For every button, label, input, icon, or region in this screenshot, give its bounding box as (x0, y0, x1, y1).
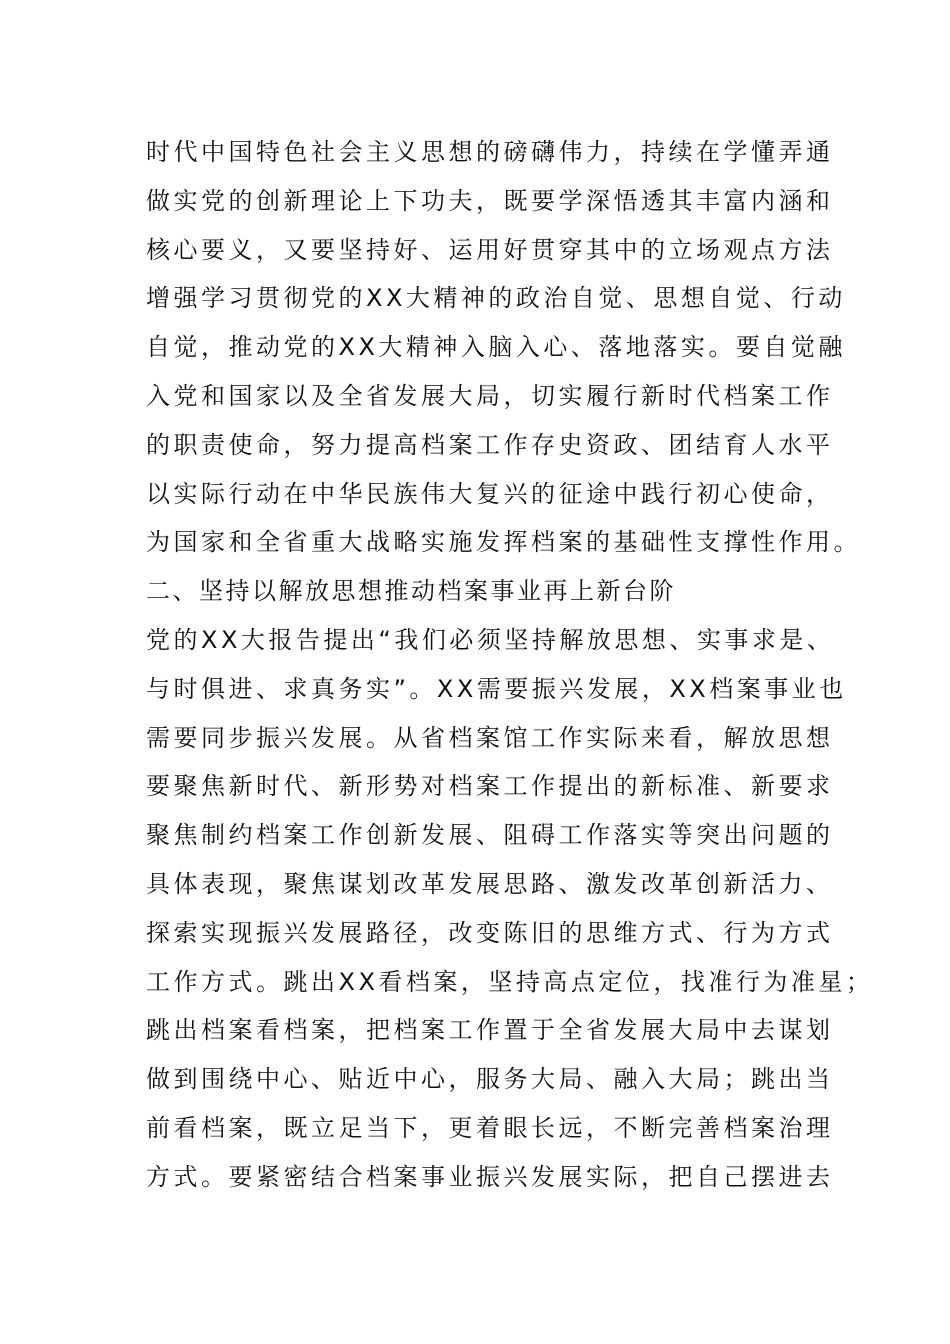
text-line: 与时俱进、求真务实”。XX需要振兴发展，XX档案事业也 (146, 674, 847, 703)
text-line: 做到围绕中心、贴近中心，服务大局、融入大局；跳出当 (146, 1065, 834, 1094)
section-heading: 二、坚持以解放思想推动档案事业再上新台阶 (146, 577, 676, 606)
text-line: 自觉，推动党的XX大精神入脑入心、落地落实。要自觉融 (146, 333, 846, 362)
text-line: 增强学习贯彻党的XX大精神的政治自觉、思想自觉、行动 (146, 284, 846, 313)
text-line: 时代中国特色社会主义思想的磅礴伟力，持续在学懂弄通 (146, 138, 834, 166)
text-line: 以实际行动在中华民族伟大复兴的征途中践行初心使命， (146, 479, 834, 508)
text-line: 前看档案，既立足当下，更着眼长远，不断完善档案治理 (146, 1113, 834, 1142)
text-line: 方式。要紧密结合档案事业振兴发展实际，把自己摆进去 (146, 1162, 834, 1191)
text-line: 的职责使命，努力提高档案工作存史资政、团结育人水平 (146, 430, 834, 459)
text-line: 需要同步振兴发展。从省档案馆工作实际来看，解放思想 (146, 723, 834, 752)
text-line: 为国家和全省重大战略实施发挥档案的基础性支撑性作用。 (146, 528, 861, 557)
text-line: 工作方式。跳出XX看档案，坚持高点定位，找准行为准星； (146, 967, 874, 996)
text-line: 跳出档案看档案，把档案工作置于全省发展大局中去谋划 (146, 1016, 834, 1045)
body-text (146, 128, 874, 1202)
text-line: 探索实现振兴发展路径，改变陈旧的思维方式、行为方式 (146, 918, 834, 947)
text-line: 做实党的创新理论上下功夫，既要学深悟透其丰富内涵和 (146, 186, 834, 215)
text-line: 党的XX大报告提出“我们必须坚持解放思想、实事求是、 (146, 625, 835, 654)
text-line: 聚焦制约档案工作创新发展、阻碍工作落实等突出问题的 (146, 821, 834, 850)
text-line: 要聚焦新时代、新形势对档案工作提出的新标准、新要求 (146, 772, 834, 801)
text-line: 核心要义，又要坚持好、运用好贯穿其中的立场观点方法 (146, 235, 834, 264)
text-line: 入党和国家以及全省发展大局，切实履行新时代档案工作 (146, 381, 834, 410)
text-line: 具体表现，聚焦谋划改革发展思路、激发改革创新活力、 (146, 869, 834, 898)
